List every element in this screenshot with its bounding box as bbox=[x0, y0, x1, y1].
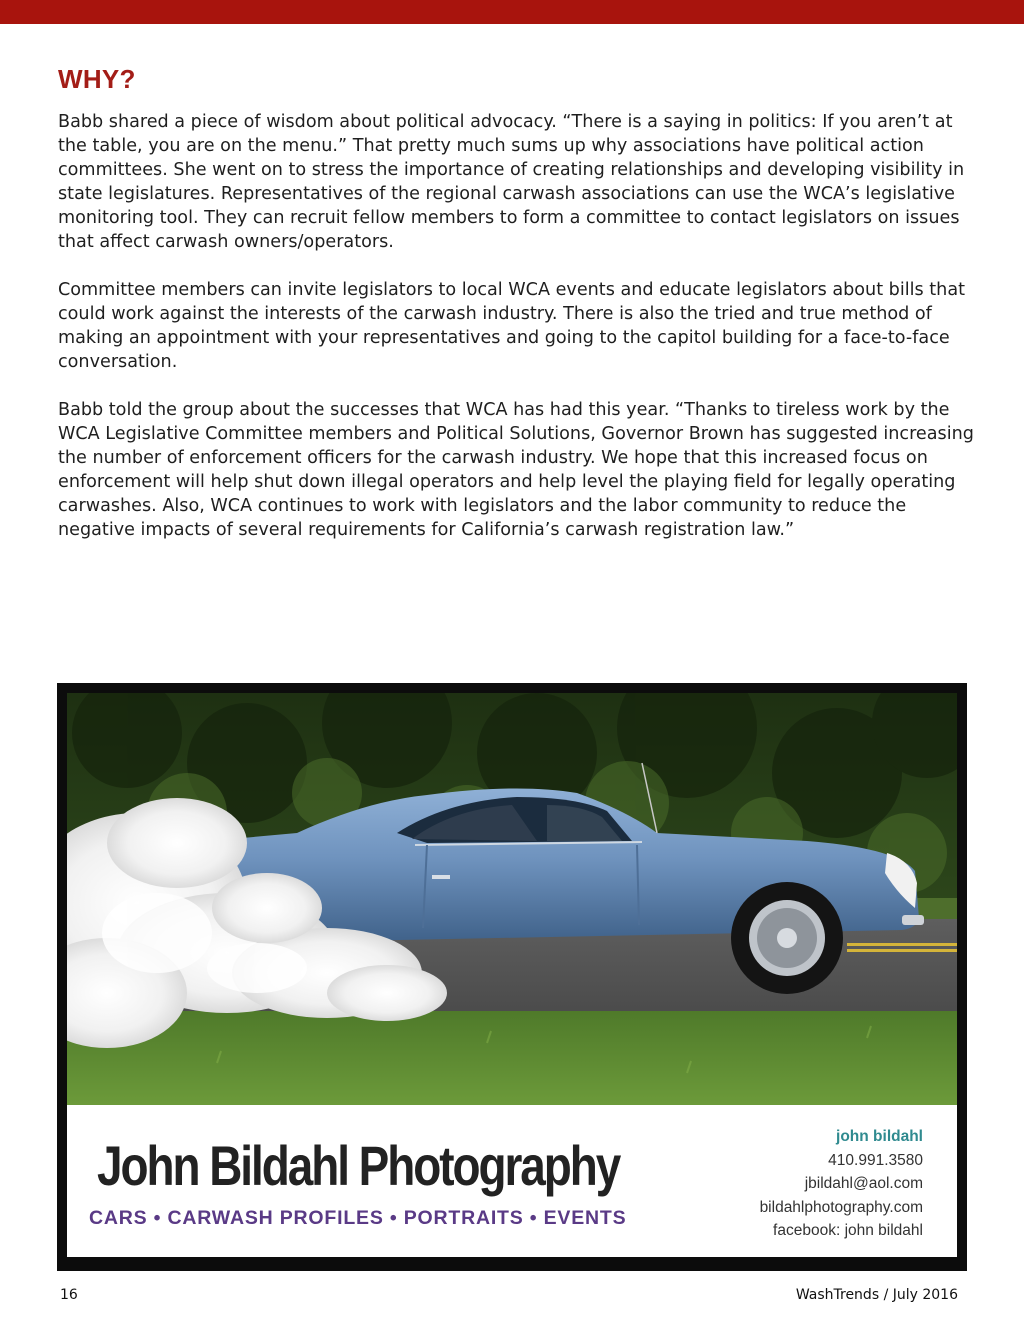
photography-advertisement bbox=[57, 683, 967, 1271]
article-paragraph-3: Babb told the group about the successes that WCA has had this year. “Thanks to tireless work by the WCA Legislative Committee members and Political Solutions, Governor Brown has suggested increasing the number of enforcement officers for the carwash industry. We hope that this increased focus on enforcement will help shut down illegal operators and help level the playing field for legally operating carwashes. Also, WCA continues to work with legislators and the labor community to reduce the negative impacts of several requirements for California’s carwash registration law.” bbox=[58, 400, 974, 540]
contact-phone: 410.991.3580 bbox=[828, 1151, 923, 1169]
ad-photo bbox=[67, 693, 957, 1105]
article-paragraph-2: Committee members can invite legislators to local WCA events and educate legislators about bills that could work against the interests of the carwash industry. There is also the tried and true method of making an appointment with your representatives and going to the capitol building for a face-to-face conversation. bbox=[58, 280, 966, 372]
top-accent-bar bbox=[0, 0, 1024, 24]
article-body bbox=[58, 110, 978, 566]
contact-email: jbildahl@aol.com bbox=[804, 1175, 923, 1192]
ad-title: John Bildahl Photography bbox=[97, 1134, 620, 1197]
ad-text-panel bbox=[67, 1105, 957, 1257]
publication-footer: WashTrends / July 2016 bbox=[795, 1287, 958, 1303]
contact-website: bildahlphotography.com bbox=[759, 1198, 923, 1216]
article-paragraph-1: Babb shared a piece of wisdom about political advocacy. “There is a saying in politics: If you aren’t at the table, you are on the menu.” That pretty much sums up why associations have political action committees. She went on to stress the importance of creating relationships and developing visibility in state legislatures. Representatives of the regional carwash associations can use the WCA’s legislative monitoring tool. They can recruit fellow members to form a committee to contact legislators on issues that affect carwash owners/operators. bbox=[58, 112, 965, 252]
page-number: 16 bbox=[60, 1287, 78, 1303]
contact-facebook: facebook: john bildahl bbox=[773, 1222, 923, 1239]
section-heading: WHY? bbox=[58, 64, 136, 94]
ad-contact-block bbox=[760, 1125, 923, 1243]
ad-tagline: CARS • CARWASH PROFILES • PORTRAITS • EVENTS bbox=[89, 1207, 627, 1229]
contact-name: john bildahl bbox=[836, 1128, 923, 1145]
car-burnout-photo bbox=[67, 693, 957, 1105]
